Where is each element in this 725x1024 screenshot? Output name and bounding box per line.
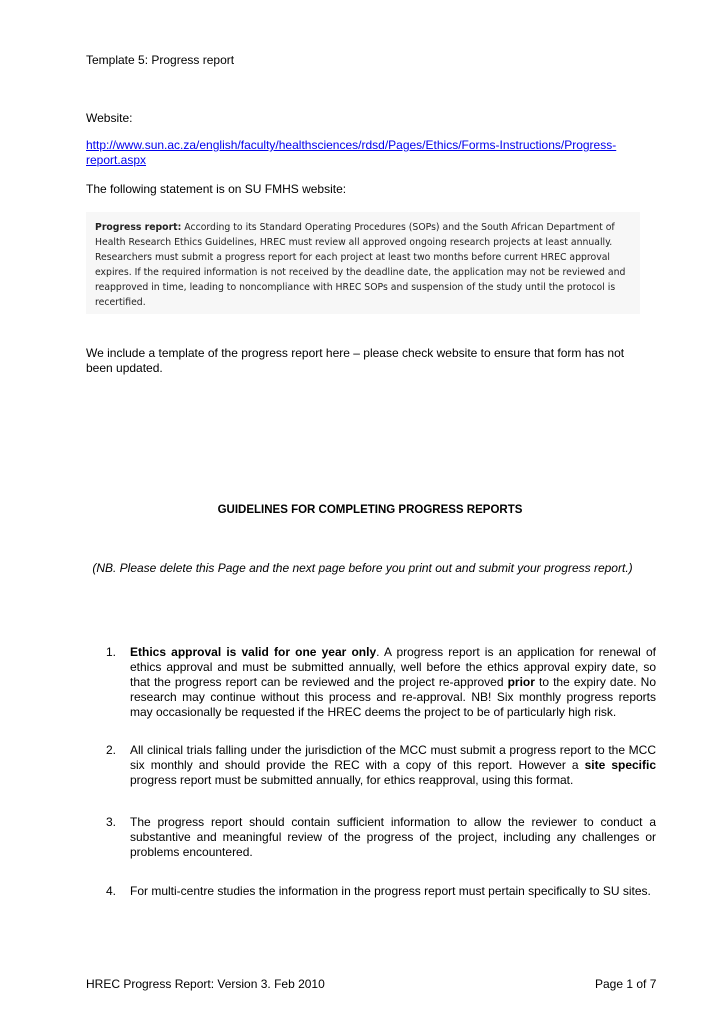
item-text: [130, 743, 656, 788]
quoted-statement: [95, 220, 635, 310]
footer-version: HREC Progress Report: Version 3. Feb 2010: [86, 977, 325, 991]
item-text: For multi-centre studies the information in the progress report must pertain specifically to SU sites.: [130, 884, 651, 898]
item-text-part: progress report must be submitted annually, for ethics reapproval, using this format.: [130, 773, 574, 787]
template-note: We include a template of the progress report here – please check website to ensure that form has not been updated.: [86, 346, 625, 375]
website-label: Website:: [86, 111, 133, 125]
item-bold-mid: prior: [507, 675, 535, 689]
item-bold-lead: Ethics approval is valid for one year only: [130, 645, 377, 659]
item-bold-mid: site specific: [584, 758, 657, 772]
item-number: 2.: [106, 743, 117, 757]
quote-body: According to its Standard Operating Procedures (SOPs) and the South African Department of Health Research Ethics Guidelines, HREC must review all approved ongoing research projects at least annually. Researchers must submit a progress report for each project at least two months before current HREC approval expires. If the required information is not received by the deadline date, the application may not be reviewed and reapproved in time, leading to noncompliance with HREC SOPs and suspension of the study until the protocol is recertified.: [95, 222, 626, 308]
website-link[interactable]: http://www.sun.ac.za/english/faculty/healthsciences/rdsd/Pages/Ethics/Forms-Instructions/Progress-report.aspx: [86, 138, 617, 167]
item-text-part: All clinical trials falling under the jurisdiction of the MCC must submit a progress report to the MCC six monthly and should provide the REC with a copy of this report. However a: [130, 743, 656, 772]
item-text: [130, 645, 656, 720]
item-number: 3.: [106, 815, 117, 829]
item-number: 1.: [106, 645, 117, 659]
template-title: Template 5: Progress report: [86, 53, 235, 67]
nb-note: (NB. Please delete this Page and the next page before you print out and submit your progress report.): [92, 561, 633, 575]
quoted-statement-box: [86, 212, 640, 314]
item-text: The progress report should contain sufficient information to allow the reviewer to conduct a substantive and meaningful review of the progress of the project, including any challenges or problems encountered.: [130, 815, 656, 859]
quote-label: Progress report:: [95, 222, 182, 233]
item-number: 4.: [106, 884, 117, 898]
item-text-part: to the expiry date. No research may continue without this process and re-approval. NB! Six monthly progress reports may occasionally be requested if the HREC deems the project to be of particularly high risk.: [130, 675, 656, 719]
item-text-part: . A progress report is an application for renewal of ethics approval and must be submitted annually, well before the ethics approval expiry date, so that the progress report can be reviewed and the project re-approved: [130, 645, 656, 689]
statement-intro: The following statement is on SU FMHS website:: [86, 182, 347, 196]
footer-page-number: Page 1 of 7: [595, 977, 657, 991]
guidelines-heading: GUIDELINES FOR COMPLETING PROGRESS REPORTS: [217, 504, 523, 516]
